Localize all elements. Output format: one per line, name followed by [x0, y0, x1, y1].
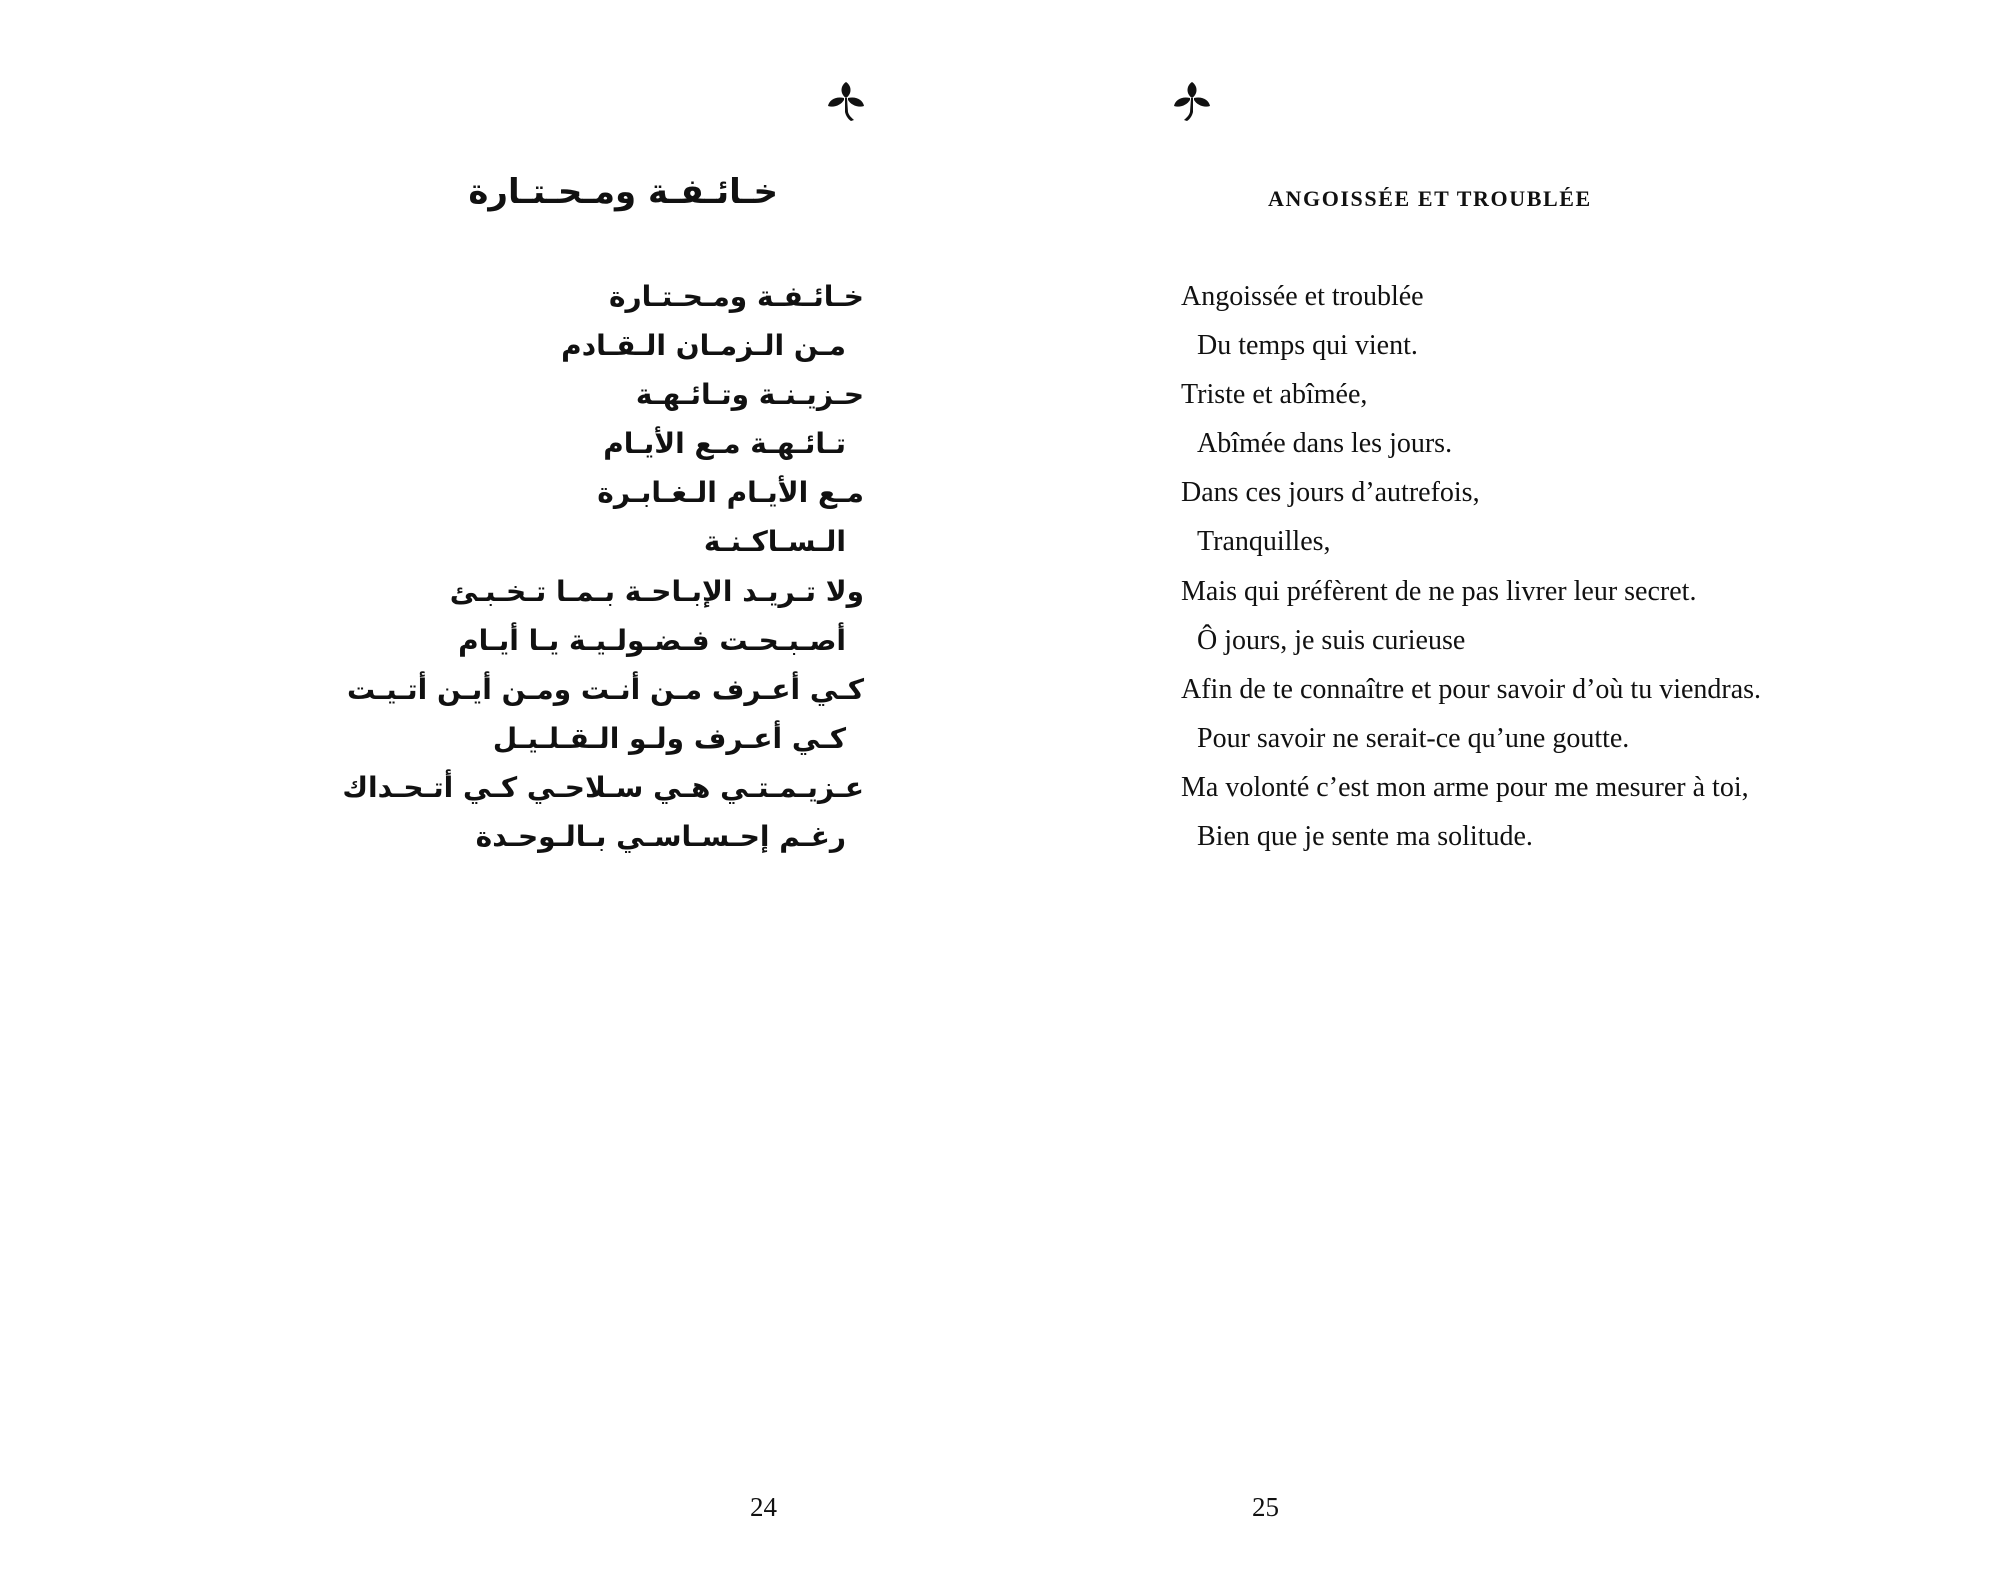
poem-line: Ma volonté c’est mon arme pour me mesurer à toi, — [1181, 771, 1749, 803]
poem-line: Pour savoir ne serait-ce qu’une goutte. — [1197, 722, 1630, 754]
poem-line: ولا تـريـد الإبـاحـة بـمـا تـخـبـئ — [449, 574, 864, 608]
poem-line: حـزيـنـة وتـائـهـة — [635, 378, 864, 412]
poem-french — [1181, 272, 1761, 861]
page-number: 24 — [750, 1492, 777, 1522]
poem-title-french: ANGOISSÉE ET TROUBLÉE — [1268, 186, 1592, 211]
poem-title-arabic: خـائـفـة ومـحـتـارة — [468, 172, 778, 212]
poem-line: الـسـاكـنـة — [703, 525, 846, 559]
poem-arabic — [342, 272, 864, 861]
poem-line: Dans ces jours d’autrefois, — [1181, 477, 1480, 509]
poem-line: Angoissée et troublée — [1181, 281, 1424, 312]
poem-line: Ô jours, je suis curieuse — [1197, 624, 1466, 656]
poem-line: Mais qui préfèrent de ne pas livrer leur secret. — [1181, 575, 1697, 607]
poem-line: عـزيـمـتـي هـي سـلاحـي كـي أتـحـداك — [342, 770, 864, 804]
right-page — [1000, 0, 2000, 1595]
fleuron-icon — [1170, 78, 1214, 124]
poem-line: Bien que je sente ma solitude. — [1197, 821, 1533, 853]
poem-line: Tranquilles, — [1197, 526, 1331, 558]
poem-line: Triste et abîmée, — [1181, 379, 1368, 411]
poem-line: Du temps qui vient. — [1197, 330, 1418, 362]
poem-line: كـي أعـرف ولـو الـقـلـيـل — [492, 721, 846, 755]
poem-line: تـائـهـة مـع الأيـام — [603, 427, 846, 461]
poem-line: خـائـفـة ومـحـتـارة — [608, 280, 864, 313]
poem-line: Abîmée dans les jours. — [1197, 428, 1453, 460]
poem-line: مـع الأيـام الـغـابـرة — [597, 476, 864, 510]
poem-line: مـن الـزمـان الـقـادم — [561, 329, 846, 363]
poem-line: كـي أعـرف مـن أنـت ومـن أيـن أتـيـت — [346, 672, 864, 706]
page-number: 25 — [1252, 1492, 1279, 1522]
poem-line: Afin de te connaître et pour savoir d’où tu viendras. — [1181, 673, 1762, 705]
poem-line: رغـم إحـسـاسـي بـالـوحـدة — [475, 820, 846, 854]
poem-line: أصـبـحـت فـضـولـيـة يـا أيـام — [458, 623, 846, 657]
fleuron-icon — [824, 78, 868, 124]
